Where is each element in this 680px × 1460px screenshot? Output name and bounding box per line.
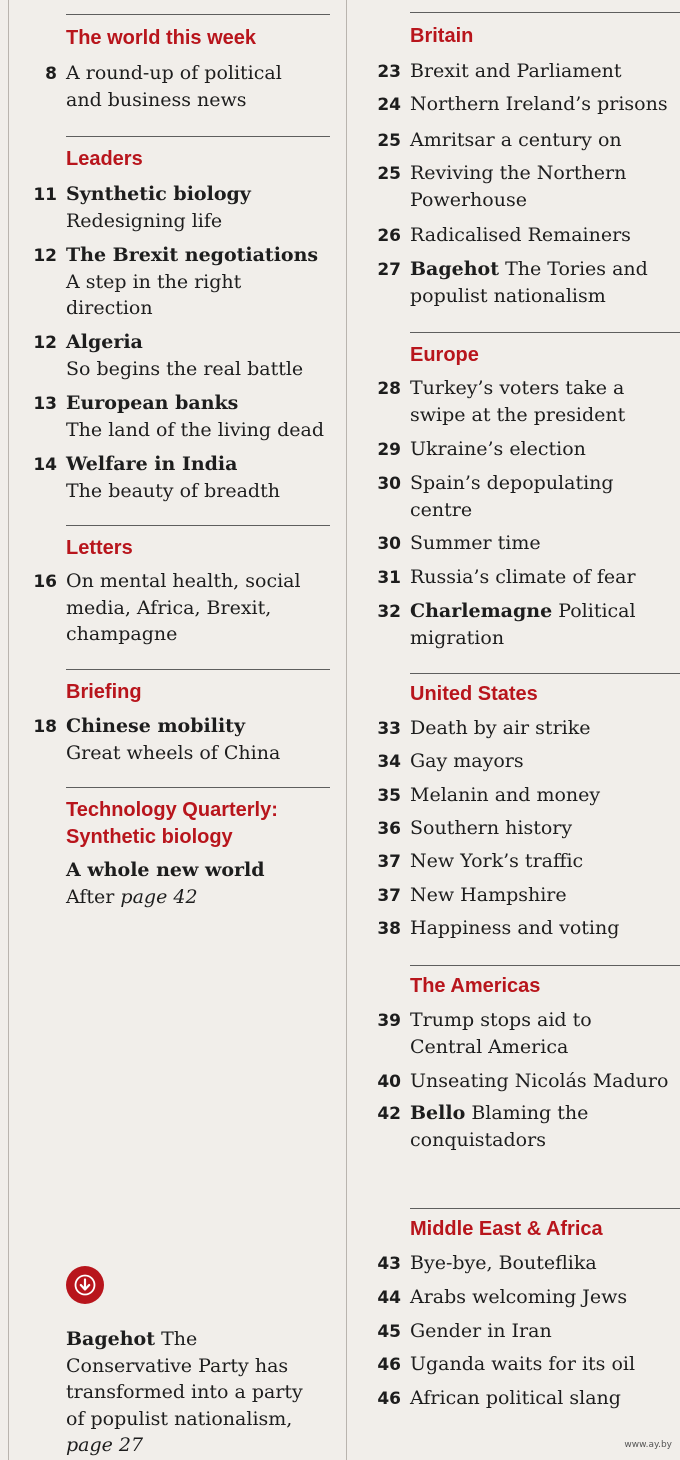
toc-entry[interactable] — [377, 1351, 680, 1378]
entry-text: The beauty of breadth — [66, 479, 280, 502]
toc-entry[interactable] — [377, 564, 680, 591]
entry-text: Radicalised Remainers — [410, 224, 631, 246]
entry-text: Bye-bye, Bouteflika — [410, 1252, 597, 1274]
section-title-world-this-week: The world this week — [66, 27, 257, 49]
page-number: 46 — [377, 1389, 401, 1409]
entry-headline: The Brexit negotiations — [66, 244, 319, 266]
page-number: 33 — [377, 719, 401, 739]
page-number: 43 — [377, 1254, 401, 1274]
page-number: 37 — [377, 886, 401, 906]
entry-text: Amritsar a century on — [410, 129, 622, 151]
section-title-letters: Letters — [66, 537, 133, 559]
section-title-leaders: Leaders — [66, 148, 143, 170]
promo-text — [66, 1326, 346, 1432]
toc-entry[interactable] — [33, 713, 346, 766]
entry-text: Turkey’s voters take a swipe at the president — [410, 377, 626, 426]
toc-entry[interactable] — [377, 882, 680, 909]
page-number: 26 — [377, 226, 401, 246]
section-rule — [66, 14, 330, 15]
entry-prefix: After — [66, 885, 121, 908]
entry-text: New Hampshire — [410, 884, 567, 906]
toc-entry[interactable] — [66, 857, 346, 910]
page-number: 11 — [33, 185, 57, 205]
entry-headline: Bello — [410, 1102, 466, 1124]
watermark-credit: www.ay.by — [624, 1440, 672, 1450]
entry-page-ref: page 42 — [120, 885, 198, 908]
page-number: 32 — [377, 602, 401, 622]
toc-entry[interactable] — [377, 91, 680, 118]
entry-headline: Welfare in India — [66, 453, 238, 475]
entry-text: New York’s traffic — [410, 850, 584, 872]
entry-text: Gender in Iran — [410, 1320, 552, 1342]
toc-entry[interactable] — [377, 1250, 680, 1277]
entry-text: Uganda waits for its oil — [410, 1353, 636, 1375]
column-divider — [346, 0, 347, 1460]
page-number: 30 — [377, 474, 401, 494]
toc-entry[interactable] — [377, 748, 680, 775]
toc-entry[interactable] — [33, 451, 346, 504]
entry-text: Melanin and money — [410, 784, 601, 806]
page-number: 44 — [377, 1288, 401, 1308]
page-number: 13 — [33, 394, 57, 414]
section-rule — [66, 787, 330, 788]
toc-entry[interactable] — [377, 1318, 680, 1345]
toc-entry[interactable] — [377, 598, 680, 651]
entry-text: Ukraine’s election — [410, 438, 586, 460]
section-title-united-states: United States — [410, 683, 538, 705]
section-rule — [410, 673, 680, 674]
toc-entry[interactable] — [377, 160, 680, 213]
page-number: 27 — [377, 260, 401, 280]
toc-entry[interactable] — [33, 242, 346, 322]
section-rule — [66, 525, 330, 526]
toc-entry[interactable] — [377, 915, 680, 942]
toc-entry[interactable] — [377, 1385, 680, 1412]
toc-entry[interactable] — [377, 815, 680, 842]
toc-entry[interactable] — [377, 1007, 680, 1060]
left-edge-rule — [8, 0, 9, 1460]
entry-subtext: Political migration — [410, 600, 636, 649]
entry-subtext: The Tories and populist nationalism — [410, 258, 648, 307]
page-number: 29 — [377, 440, 401, 460]
entry-text: Southern history — [410, 817, 573, 839]
section-rule — [410, 332, 680, 333]
down-arrow-icon — [74, 1274, 96, 1296]
page-number: 25 — [377, 164, 401, 184]
page-number: 34 — [377, 752, 401, 772]
entry-text: Great wheels of China — [66, 741, 281, 764]
page-number: 30 — [377, 534, 401, 554]
page-number: 8 — [45, 64, 57, 84]
page-number: 28 — [377, 379, 401, 399]
page-number: 46 — [377, 1355, 401, 1375]
page-number: 24 — [377, 95, 401, 115]
promo-page-ref: page 27 — [66, 1434, 144, 1456]
entry-text: A round-up of political and business news — [66, 62, 282, 111]
promo-bagehot[interactable] — [66, 1326, 346, 1459]
down-arrow-icon[interactable] — [66, 1266, 104, 1304]
toc-entry[interactable] — [377, 848, 680, 875]
entry-text: Redesigning life — [66, 209, 223, 232]
page-number: 35 — [377, 786, 401, 806]
entry-text: On mental health, social media, Africa, Brexit, champagne — [66, 570, 301, 645]
page-number: 40 — [377, 1072, 401, 1092]
section-title-britain: Britain — [410, 25, 474, 47]
toc-entry[interactable] — [377, 58, 680, 85]
toc-entry[interactable] — [377, 256, 680, 309]
entry-headline: Algeria — [66, 331, 143, 353]
entry-text: Death by air strike — [410, 717, 591, 739]
entry-text: Reviving the Northern Powerhouse — [410, 162, 627, 211]
page-number: 37 — [377, 852, 401, 872]
entry-text: Arabs welcoming Jews — [410, 1286, 628, 1308]
toc-entry[interactable] — [377, 436, 680, 463]
section-rule — [410, 1208, 680, 1209]
page-number: 31 — [377, 568, 401, 588]
entry-headline: Bagehot — [410, 258, 500, 280]
toc-entry[interactable] — [33, 568, 346, 648]
entry-headline: A whole new world — [66, 859, 265, 881]
page-number: 23 — [377, 62, 401, 82]
promo-body: The Conservative Party has transformed into a party of populist nationalism, — [66, 1328, 303, 1430]
entry-text — [410, 1100, 680, 1153]
toc-entry[interactable] — [377, 1068, 680, 1095]
promo-headline: Bagehot — [66, 1328, 156, 1350]
toc-entry[interactable] — [377, 375, 680, 428]
entry-text: Unseating Nicolás Maduro — [410, 1070, 669, 1092]
toc-entry[interactable] — [377, 782, 680, 809]
entry-text: African political slang — [410, 1387, 621, 1409]
toc-entry[interactable] — [377, 715, 680, 742]
entry-headline: Chinese mobility — [66, 715, 245, 737]
section-title-middle-east-africa: Middle East & Africa — [410, 1218, 603, 1240]
toc-entry[interactable] — [33, 329, 346, 382]
section-rule — [410, 965, 680, 966]
entry-text: So begins the real battle — [66, 357, 304, 380]
entry-headline: European banks — [66, 392, 239, 414]
entry-text: A step in the right direction — [66, 270, 242, 319]
page-number: 38 — [377, 919, 401, 939]
page-number: 25 — [377, 131, 401, 151]
entry-text: Russia’s climate of fear — [410, 566, 636, 588]
entry-text: Brexit and Parliament — [410, 60, 622, 82]
entry-text: Summer time — [410, 532, 541, 554]
toc-entry[interactable] — [377, 1100, 680, 1153]
entry-text — [410, 598, 680, 651]
section-title-briefing: Briefing — [66, 681, 142, 703]
section-title-technology-quarterly: Technology Quarterly: Synthetic biology — [66, 799, 278, 848]
section-title-europe: Europe — [410, 344, 479, 366]
toc-entry[interactable] — [33, 390, 346, 443]
entry-text: Gay mayors — [410, 750, 524, 772]
entry-headline: Synthetic biology — [66, 183, 251, 205]
page-number: 45 — [377, 1322, 401, 1342]
toc-entry[interactable] — [377, 1284, 680, 1311]
entry-subtext: Blaming the conquistadors — [410, 1102, 589, 1151]
section-rule — [410, 12, 680, 13]
page-number: 18 — [33, 717, 57, 737]
section-rule — [66, 136, 330, 137]
page-number: 36 — [377, 819, 401, 839]
toc-entry[interactable] — [45, 60, 346, 113]
page-number: 14 — [33, 455, 57, 475]
entry-text — [66, 884, 346, 911]
toc-entry[interactable] — [377, 470, 680, 523]
section-rule — [66, 669, 330, 670]
page-number: 39 — [377, 1011, 401, 1031]
entry-text: Happiness and voting — [410, 917, 620, 939]
toc-entry[interactable] — [377, 127, 680, 154]
entry-text: The land of the living dead — [66, 418, 325, 441]
section-title-americas: The Americas — [410, 975, 541, 997]
entry-text: Northern Ireland’s prisons — [410, 93, 668, 115]
entry-text — [410, 256, 680, 309]
toc-entry[interactable] — [377, 222, 680, 249]
page-number: 42 — [377, 1104, 401, 1124]
entry-headline: Charlemagne — [410, 600, 553, 622]
entry-text: Spain’s depopulating centre — [410, 472, 614, 521]
entry-text: Trump stops aid to Central America — [410, 1009, 592, 1058]
page-number: 12 — [33, 333, 57, 353]
toc-entry[interactable] — [377, 530, 680, 557]
page-number: 16 — [33, 572, 57, 592]
page-number: 12 — [33, 246, 57, 266]
toc-entry[interactable] — [33, 181, 346, 234]
